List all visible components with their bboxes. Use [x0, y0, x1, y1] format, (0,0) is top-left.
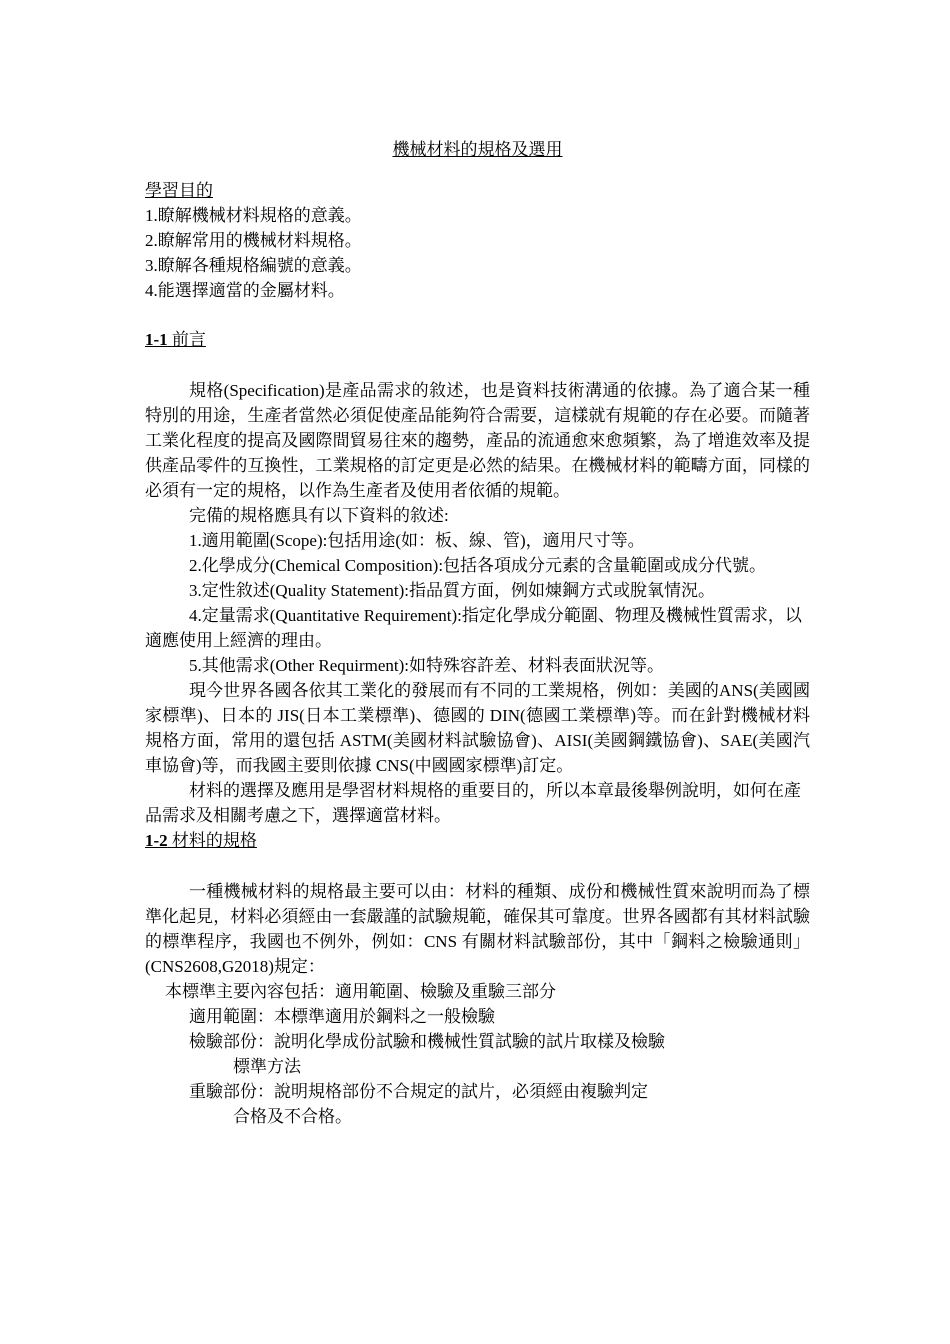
- standard-item: [145, 1079, 810, 1129]
- standard-intro: 本標準主要內容包括：適用範圍、檢驗及重驗三部分: [165, 982, 556, 1001]
- section-2-paragraph: 一種機械材料的規格最主要可以由：材料的種類、成份和機械性質來說明而為了標準化起見，材料必須經由一套嚴謹的試驗規範，確保其可靠度。世界各國都有其材料試驗的標準程序，我國也不例外，例如：CNS 有關材料試驗部份，其中「鋼料之檢驗通則」(CNS2608,G2018)規定：: [145, 882, 810, 976]
- spec-list-item: 3.定性敘述(Quality Statement):指品質方面，例如煉鋼方式或脫氧情況。: [189, 581, 716, 600]
- standard-item-continuation: 標準方法: [233, 1057, 301, 1076]
- section-1-number: 1-1: [145, 330, 168, 349]
- objective-item: 3.瞭解各種規格編號的意義。: [145, 256, 362, 275]
- standard-item-text: 重驗部份：說明規格部份不合規定的試片，必須經由複驗判定: [189, 1082, 648, 1101]
- section-1-title: 前言: [171, 330, 206, 349]
- section-2-number: 1-2: [145, 831, 168, 850]
- standard-item: [145, 1029, 810, 1079]
- spec-list-item: 4.定量需求(Quantitative Requirement):指定化學成分範圍、物理及機械性質需求，以適應使用上經濟的理由。: [145, 606, 802, 650]
- spec-list-item: 2.化學成分(Chemical Composition):包括各項成分元素的含量範圍或成分代號。: [189, 556, 767, 575]
- standard-item-text: 檢驗部份：說明化學成份試驗和機械性質試驗的試片取樣及檢驗: [189, 1032, 665, 1051]
- objective-item: 2.瞭解常用的機械材料規格。: [145, 231, 362, 250]
- section-1-paragraph: 完備的規格應具有以下資料的敘述:: [189, 506, 449, 525]
- spec-list-item: 1.適用範圍(Scope):包括用途(如：板、線、管)，適用尺寸等。: [189, 531, 645, 550]
- standard-item: [145, 1004, 810, 1029]
- section-1-paragraph: 規格(Specification)是產品需求的敘述，也是資料技術溝通的依據。為了適合某一種特別的用途，生產者當然必須促使產品能夠符合需要，這樣就有規範的存在必要。而隨著工業化程度的提高及國際間貿易往來的趨勢，產品的流通愈來愈頻繁，為了增進效率及提供產品零件的互換性，工業規格的訂定更是必然的結果。在機械材料的範疇方面，同樣的必須有一定的規格，以作為生產者及使用者依循的規範。: [145, 381, 810, 500]
- section-2-heading: [145, 828, 810, 853]
- section-2-title: 材料的規格: [171, 831, 257, 850]
- document-body: [145, 137, 810, 1129]
- section-1-paragraph: 材料的選擇及應用是學習材料規格的重要目的，所以本章最後舉例說明，如何在產品需求及相關考慮之下，選擇適當材料。: [145, 781, 801, 825]
- page-title: 機械材料的規格及選用: [392, 140, 563, 159]
- standard-item-continuation: 合格及不合格。: [233, 1107, 352, 1126]
- spec-list-item: 5.其他需求(Other Requirment):如特殊容許差、材料表面狀況等。: [189, 656, 665, 675]
- objective-item: 1.瞭解機械材料規格的意義。: [145, 206, 362, 225]
- objective-item: 4.能選擇適當的金屬材料。: [145, 281, 345, 300]
- objectives-heading: 學習目的: [145, 181, 213, 200]
- section-1-heading: [145, 327, 810, 352]
- section-1-paragraph: 現今世界各國各依其工業化的發展而有不同的工業規格，例如：美國的ANS(美國國家標準)、日本的 JIS(日本工業標準)、德國的 DIN(德國工業標準)等。而在針對機械材料規格方面，常用的還包括 ASTM(美國材料試驗協會)、AISI(美國鋼鐵協會)、SAE(美國汽車協會)等，而我國主要則依據 CNS(中國國家標準)訂定。: [145, 681, 810, 775]
- standard-item-text: 適用範圍：本標準適用於鋼料之一般檢驗: [189, 1007, 495, 1026]
